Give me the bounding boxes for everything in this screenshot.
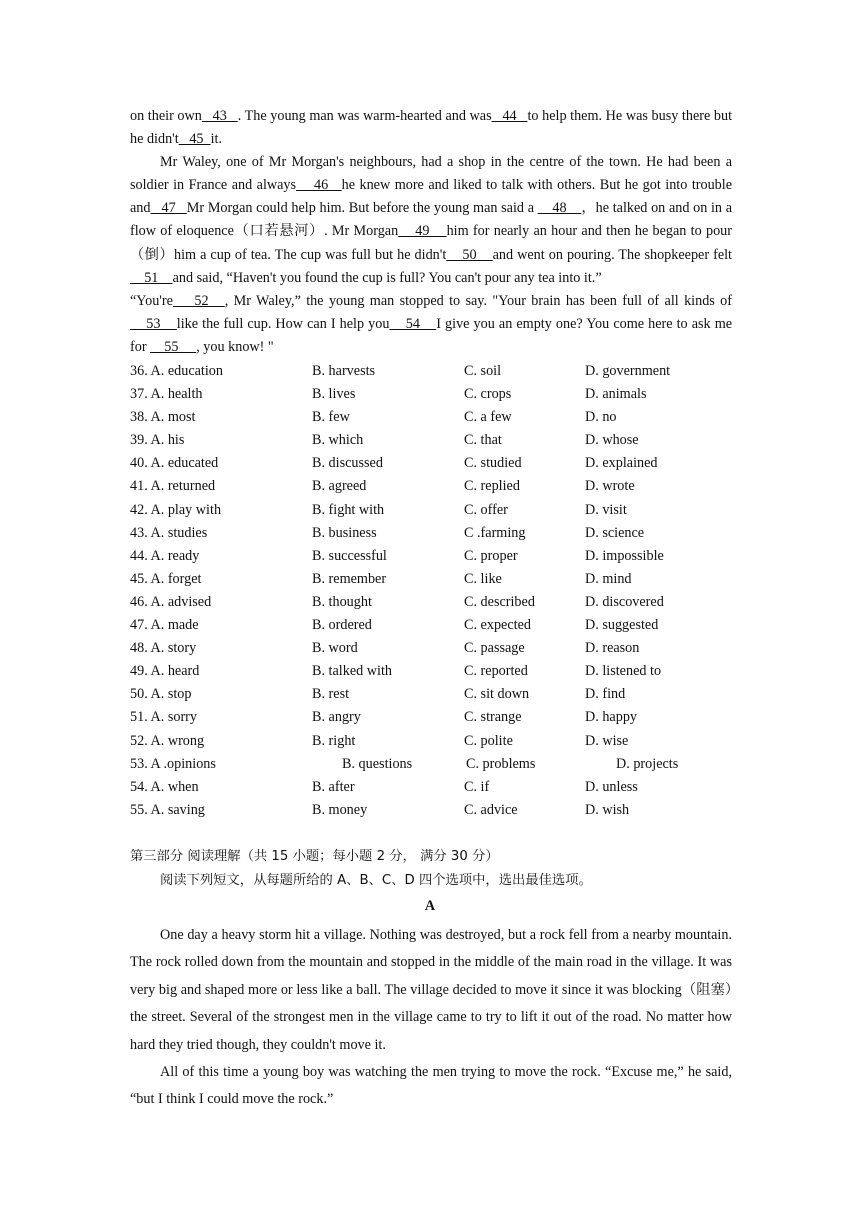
option-b: B. right xyxy=(312,732,356,749)
option-row xyxy=(130,429,732,452)
option-c: C. that xyxy=(464,432,502,449)
option-d: D. no xyxy=(585,409,617,426)
option-d: D. projects xyxy=(616,755,679,772)
option-c: C. polite xyxy=(464,732,513,749)
blank-number: 54 xyxy=(389,315,437,332)
option-a: 54. A. when xyxy=(130,778,199,795)
blank-number: 50 xyxy=(446,246,493,263)
reading-paragraph: One day a heavy storm hit a village. Nothing was destroyed, but a rock fell from a nearby mountain. The rock rolled down from the mountain and stopped in the middle of the main road in the village. It was very big and shaped more or less like a ball. The village decided to move it since it was blocking（阻塞）the street. Several of the strongest men in the village came to try to lift it out of the road. No matter how hard they tried though, they couldn't move it. xyxy=(130,927,732,1053)
option-a: 53. A .opinions xyxy=(130,755,216,772)
blank-number: 53 xyxy=(130,315,177,332)
option-a: 37. A. health xyxy=(130,386,203,403)
option-d: D. listened to xyxy=(585,663,662,680)
option-b: B. agreed xyxy=(312,478,367,495)
option-a: 45. A. forget xyxy=(130,570,202,587)
option-row xyxy=(130,683,732,706)
option-b: B. remember xyxy=(312,570,387,587)
option-b: B. harvests xyxy=(312,363,376,379)
option-d: D. whose xyxy=(585,432,639,449)
option-row xyxy=(130,360,732,383)
option-row xyxy=(130,614,732,637)
option-c: C. soil xyxy=(464,363,502,379)
passage-text: Mr Waley, one of Mr Morgan's neighbours, had a shop in the centre of the town. He had been a soldier in France and always xyxy=(130,154,732,194)
blank-number: 45 xyxy=(178,131,211,148)
option-b: B. business xyxy=(312,524,377,541)
option-c: C. a few xyxy=(464,409,512,426)
option-d: D. wish xyxy=(585,801,630,818)
option-b: B. word xyxy=(312,640,358,657)
option-b: B. discussed xyxy=(312,455,383,472)
option-c: C. described xyxy=(464,593,535,610)
option-d: D. visit xyxy=(585,501,627,518)
option-c: C. reported xyxy=(464,663,528,680)
option-a: 42. A. play with xyxy=(130,501,222,518)
section-heading: 第三部分 阅读理解（共 15 小题；每小题 2 分， 满分 30 分） xyxy=(130,849,499,864)
option-b: B. few xyxy=(312,409,350,426)
option-a: 43. A. studies xyxy=(130,524,208,541)
blank-number: 48 xyxy=(537,200,582,217)
option-a: 46. A. advised xyxy=(130,593,212,610)
blank-number: 46 xyxy=(296,177,342,194)
option-row xyxy=(130,706,732,729)
option-d: D. happy xyxy=(585,709,638,726)
option-b: B. thought xyxy=(312,593,372,610)
option-a: 41. A. returned xyxy=(130,478,216,495)
option-c: C. advice xyxy=(464,801,518,818)
passage-text: to help them. He was busy there but he didn't xyxy=(130,108,733,148)
blank-number: 44 xyxy=(491,108,528,124)
option-b: B. ordered xyxy=(312,617,372,634)
passage-text: like the full cup. How can I help you xyxy=(176,315,390,332)
option-c: C. like xyxy=(464,570,502,587)
option-d: D. explained xyxy=(585,455,658,472)
option-row xyxy=(130,522,732,545)
option-row xyxy=(130,475,732,498)
passage-paragraph xyxy=(130,151,732,290)
blank-number: 49 xyxy=(398,223,447,240)
option-a: 50. A. stop xyxy=(130,686,192,703)
option-row xyxy=(130,383,732,406)
option-d: D. science xyxy=(585,524,645,541)
passage-text: . The young man was warm-hearted and was xyxy=(237,108,492,124)
option-c: C. passage xyxy=(464,640,525,657)
passage-text: , you know! " xyxy=(196,338,274,355)
option-row xyxy=(130,591,732,614)
blank-number: 51 xyxy=(130,269,173,286)
option-b: B. lives xyxy=(312,386,356,403)
option-row xyxy=(130,730,732,753)
option-c: C. strange xyxy=(464,709,522,726)
option-row xyxy=(130,753,732,776)
option-d: D. suggested xyxy=(585,617,659,634)
section-instruction: 阅读下列短文，从每题所给的 A、B、C、D 四个选项中，选出最佳选项。 xyxy=(160,873,592,888)
passage-text: on their own xyxy=(130,108,202,124)
option-d: D. mind xyxy=(585,570,632,587)
option-row xyxy=(130,545,732,568)
option-d: D. government xyxy=(585,363,671,379)
option-a: 44. A. ready xyxy=(130,547,200,564)
option-c: C. sit down xyxy=(464,686,530,703)
blank-number: 43 xyxy=(201,108,238,124)
option-d: D. wise xyxy=(585,732,629,749)
option-row xyxy=(130,660,732,683)
option-a: 51. A. sorry xyxy=(130,709,197,726)
option-a: 49. A. heard xyxy=(130,663,200,680)
option-b: B. rest xyxy=(312,686,350,703)
option-b: B. after xyxy=(312,778,355,795)
option-a: 48. A. story xyxy=(130,640,197,657)
option-d: D. wrote xyxy=(585,478,635,495)
passage-text: him for nearly an hour and then he began to pour（倒）him a cup of tea. The cup was full but he didn't xyxy=(130,223,732,263)
option-c: C. replied xyxy=(464,478,520,495)
passage-paragraph xyxy=(130,105,732,151)
passage-text: and said, “Haven't you found the cup is full? You can't pour any tea into it.” xyxy=(172,269,602,286)
option-d: D. find xyxy=(585,686,626,703)
option-a: 55. A. saving xyxy=(130,801,205,818)
passage-text: he knew more and liked to talk with others. But he got into trouble and xyxy=(130,177,732,217)
option-b: B. fight with xyxy=(312,501,385,518)
option-b: B. talked with xyxy=(312,663,392,680)
passage-text: I give you an empty one? You come here to ask me for xyxy=(130,315,733,355)
option-d: D. discovered xyxy=(585,593,664,610)
option-a: 39. A. his xyxy=(130,432,185,449)
option-row xyxy=(130,776,732,799)
option-a: 52. A. wrong xyxy=(130,732,205,749)
option-b: B. angry xyxy=(312,709,361,726)
passage-letter: A xyxy=(424,898,436,914)
option-row xyxy=(130,799,732,822)
passage-text: Mr Morgan could help him. But before the young man said a xyxy=(186,200,538,217)
passage-text: and went on pouring. The shopkeeper felt xyxy=(492,246,732,263)
option-c: C. if xyxy=(464,778,490,795)
option-d: D. unless xyxy=(585,778,638,795)
reading-paragraph: All of this time a young boy was watching the men trying to move the rock. “Excuse me,” he said, “but I think I could move the rock.” xyxy=(130,1064,732,1108)
passage-text: “You're xyxy=(130,292,173,309)
option-a: 40. A. educated xyxy=(130,455,219,472)
option-c: C. offer xyxy=(464,501,508,518)
option-c: C. crops xyxy=(464,386,512,403)
passage-text: ，he talked on and on in a flow of eloquence（口若悬河）. Mr Morgan xyxy=(130,200,732,240)
blank-number: 52 xyxy=(172,292,225,309)
option-b: B. successful xyxy=(312,547,387,564)
option-a: 38. A. most xyxy=(130,409,196,426)
blank-number: 47 xyxy=(150,200,187,217)
option-b: B. questions xyxy=(342,755,413,772)
option-a: 47. A. made xyxy=(130,617,199,634)
option-c: C .farming xyxy=(464,524,526,541)
option-c: C. studied xyxy=(464,455,522,472)
cloze-passage xyxy=(130,105,732,359)
option-row xyxy=(130,499,732,522)
option-row xyxy=(130,637,732,660)
blank-number: 55 xyxy=(150,338,197,355)
reading-passage-a xyxy=(130,922,732,1114)
passage-text: it. xyxy=(210,131,223,148)
option-c: C. problems xyxy=(466,755,536,772)
option-row xyxy=(130,452,732,475)
option-d: D. reason xyxy=(585,640,640,657)
option-c: C. proper xyxy=(464,547,518,564)
passage-paragraph xyxy=(130,290,732,359)
option-b: B. which xyxy=(312,432,364,449)
answer-options xyxy=(130,360,732,822)
option-d: D. animals xyxy=(585,386,647,403)
option-c: C. expected xyxy=(464,617,531,634)
option-d: D. impossible xyxy=(585,547,664,564)
option-row xyxy=(130,406,732,429)
option-a: 36. A. education xyxy=(130,363,223,379)
passage-text: , Mr Waley,” the young man stopped to say. "Your brain has been full of all kinds of xyxy=(224,292,733,309)
option-b: B. money xyxy=(312,801,368,818)
option-row xyxy=(130,568,732,591)
